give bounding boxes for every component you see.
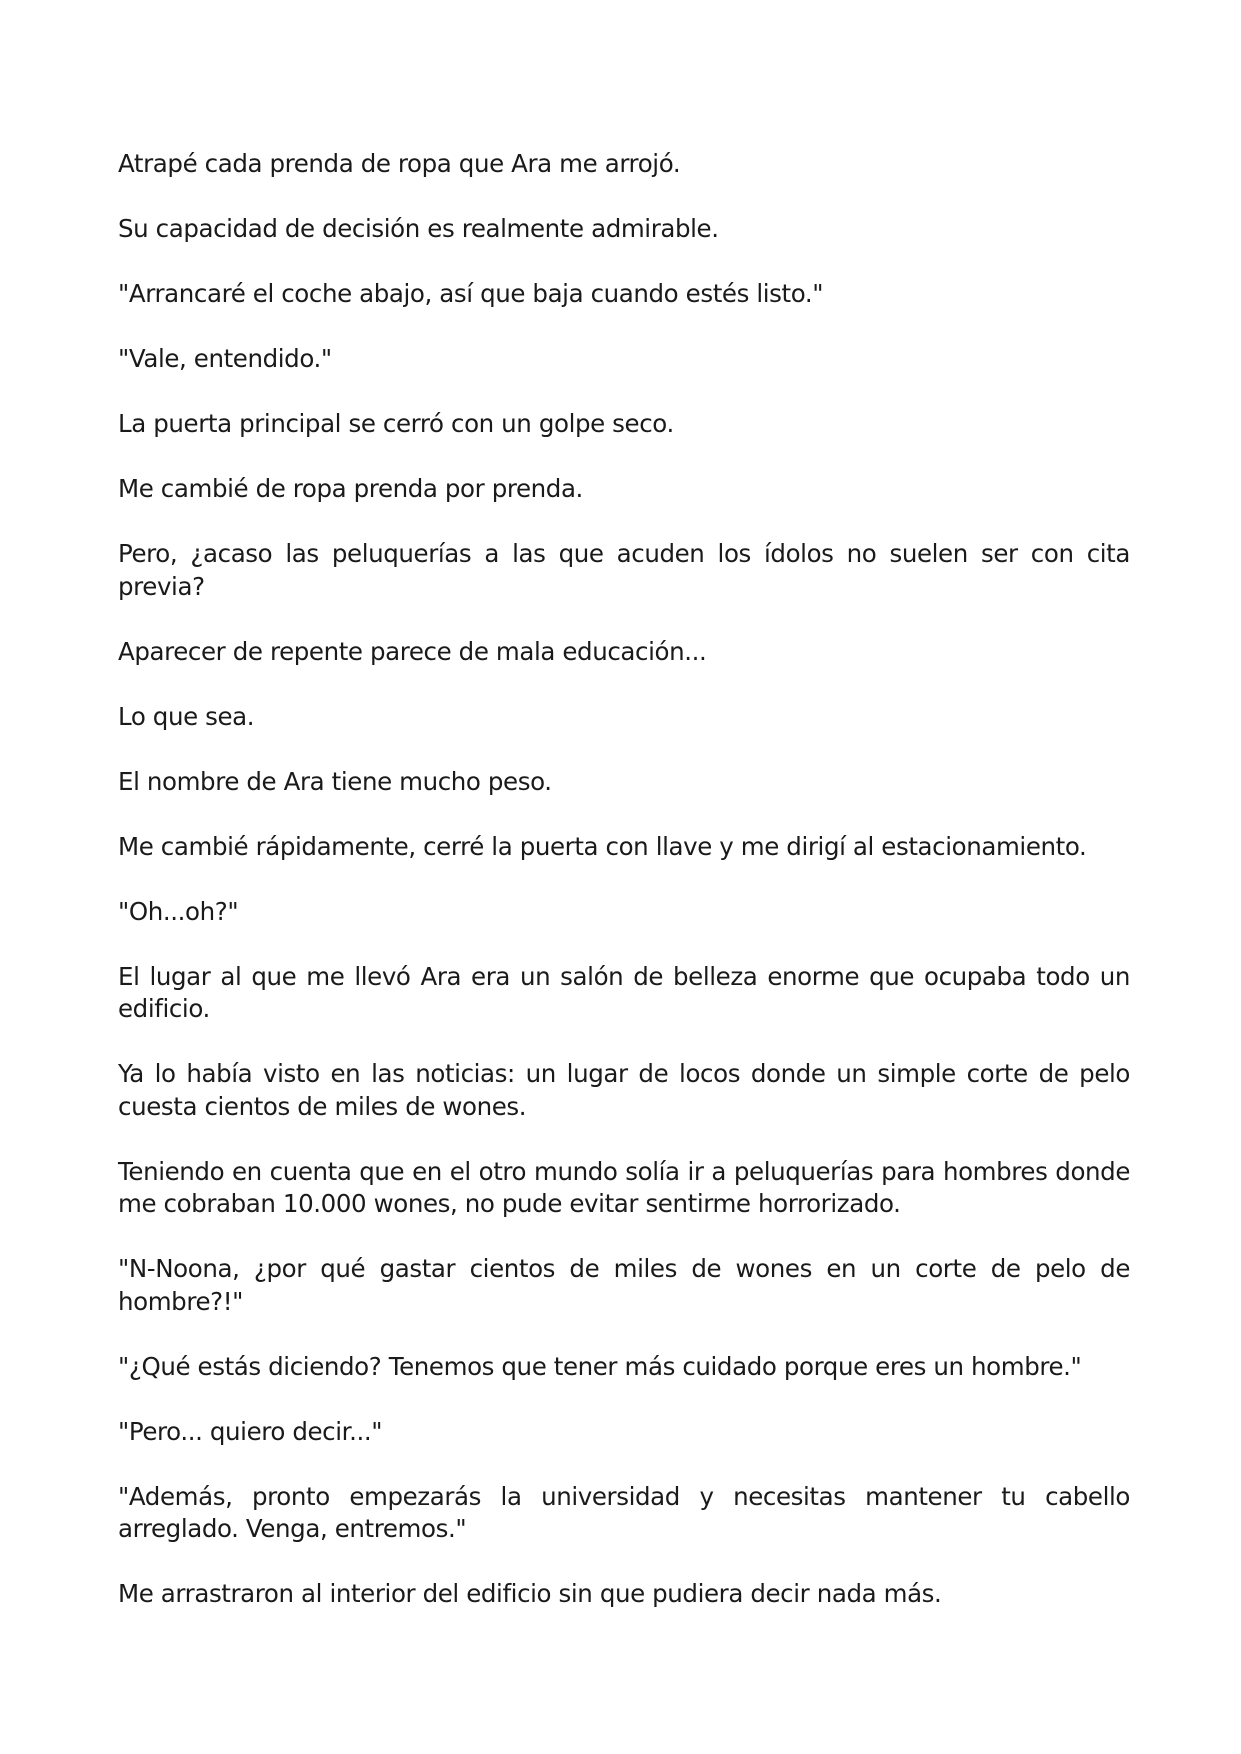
document-body	[118, 148, 1130, 1643]
paragraph: Su capacidad de decisión es realmente admirable.	[118, 214, 719, 243]
paragraph: Aparecer de repente parece de mala educación...	[118, 636, 707, 666]
paragraph: "Arrancaré el coche abajo, así que baja cuando estés listo."	[118, 279, 824, 308]
paragraph: "Oh...oh?"	[118, 896, 239, 926]
paragraph: Me cambié de ropa prenda por prenda.	[118, 474, 583, 503]
paragraph: El nombre de Ara tiene mucho peso.	[118, 766, 552, 796]
paragraph: Me arrastraron al interior del edificio sin que pudiera decir nada más.	[118, 1579, 942, 1608]
paragraph: Me cambié rápidamente, cerré la puerta con llave y me dirigí al estacionamiento.	[118, 831, 1087, 861]
paragraph: "¿Qué estás diciendo? Tenemos que tener más cuidado porque eres un hombre."	[118, 1351, 1082, 1381]
paragraph: Teniendo en cuenta que en el otro mundo solía ir a peluquerías para hombres donde me cobraban 10.000 wones, no pude evitar sentirme horrorizado.	[118, 1156, 1130, 1218]
paragraph: "Además, pronto empezarás la universidad y necesitas mantener tu cabello arreglado. Venga, entremos."	[118, 1481, 1130, 1543]
paragraph: La puerta principal se cerró con un golpe seco.	[118, 409, 674, 438]
paragraph: Lo que sea.	[118, 701, 255, 731]
paragraph: El lugar al que me llevó Ara era un salón de belleza enorme que ocupaba todo un edificio.	[118, 961, 1130, 1023]
paragraph: Ya lo había visto en las noticias: un lugar de locos donde un simple corte de pelo cuesta cientos de miles de wones.	[118, 1059, 1130, 1121]
paragraph: Pero, ¿acaso las peluquerías a las que acuden los ídolos no suelen ser con cita previa?	[118, 539, 1130, 601]
paragraph: "N-Noona, ¿por qué gastar cientos de miles de wones en un corte de pelo de hombre?!"	[118, 1254, 1130, 1316]
paragraph: "Pero... quiero decir..."	[118, 1416, 383, 1446]
paragraph: "Vale, entendido."	[118, 344, 332, 373]
paragraph: Atrapé cada prenda de ropa que Ara me arrojó.	[118, 149, 681, 178]
